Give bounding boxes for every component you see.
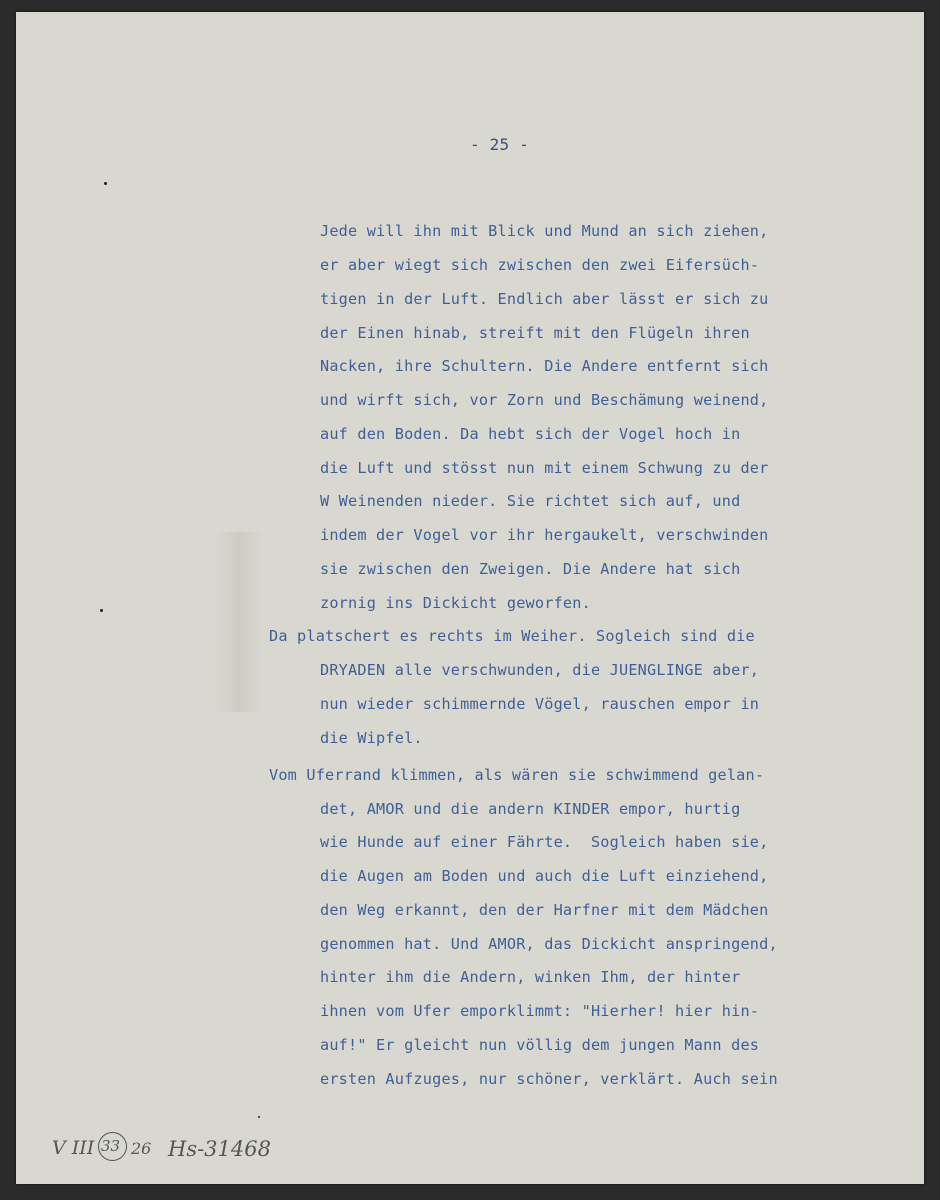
text-line: ihnen vom Ufer emporklimmt: "Hierher! hier hin- — [320, 1002, 760, 1020]
text-line: die Augen am Boden und auch die Luft einziehend, — [320, 867, 769, 885]
text-line: sie zwischen den Zweigen. Die Andere hat sich — [320, 560, 741, 578]
text-line: Nacken, ihre Schultern. Die Andere entfernt sich — [320, 357, 769, 375]
text-line: auf den Boden. Da hebt sich der Vogel hoch in — [320, 425, 741, 443]
text-line: tigen in der Luft. Endlich aber lässt er sich zu — [320, 290, 769, 308]
archive-signature: Hs-31468 — [168, 1137, 271, 1161]
text-line: der Einen hinab, streift mit den Flügeln ihren — [320, 324, 750, 342]
stage-direction-line: Da platschert es rechts im Weiher. Sogleich sind die — [269, 627, 755, 645]
stage-direction-line: Vom Uferrand klimmen, als wären sie schwimmend gelan- — [269, 766, 765, 784]
text-line: hinter ihm die Andern, winken Ihm, der hinter — [320, 968, 741, 986]
text-line: die Wipfel. — [320, 729, 423, 747]
margin-speck — [104, 182, 107, 185]
text-line: indem der Vogel vor ihr hergaukelt, verschwinden — [320, 526, 769, 544]
margin-speck — [258, 1116, 260, 1118]
margin-speck — [100, 609, 103, 612]
text-line: er aber wiegt sich zwischen den zwei Eifersüch- — [320, 256, 760, 274]
text-line: det, AMOR und die andern KINDER empor, hurtig — [320, 800, 741, 818]
archive-shelfmark: V III — [52, 1137, 95, 1159]
archive-circled-number: 33 — [101, 1137, 121, 1155]
text-line: wie Hunde auf einer Fährte. Sogleich haben sie, — [320, 833, 769, 851]
text-line: nun wieder schimmernde Vögel, rauschen empor in — [320, 695, 760, 713]
archive-folio: 26 — [131, 1139, 152, 1158]
text-line: den Weg erkannt, den der Harfner mit dem Mädchen — [320, 901, 769, 919]
text-line: auf!" Er gleicht nun völlig dem jungen Mann des — [320, 1036, 760, 1054]
text-line: Jede will ihn mit Blick und Mund an sich ziehen, — [320, 222, 769, 240]
text-line: zornig ins Dickicht geworfen. — [320, 594, 591, 612]
text-line: genommen hat. Und AMOR, das Dickicht anspringend, — [320, 935, 778, 953]
text-line: und wirft sich, vor Zorn und Beschämung weinend, — [320, 391, 769, 409]
text-line: W Weinenden nieder. Sie richtet sich auf, und — [320, 492, 741, 510]
text-line: die Luft und stösst nun mit einem Schwung zu der — [320, 459, 769, 477]
text-line: DRYADEN alle verschwunden, die JUENGLINGE aber, — [320, 661, 760, 679]
page-number: - 25 - — [470, 135, 529, 154]
bleed-through-shadow — [214, 532, 264, 712]
text-line: ersten Aufzuges, nur schöner, verklärt. Auch sein — [320, 1070, 778, 1088]
